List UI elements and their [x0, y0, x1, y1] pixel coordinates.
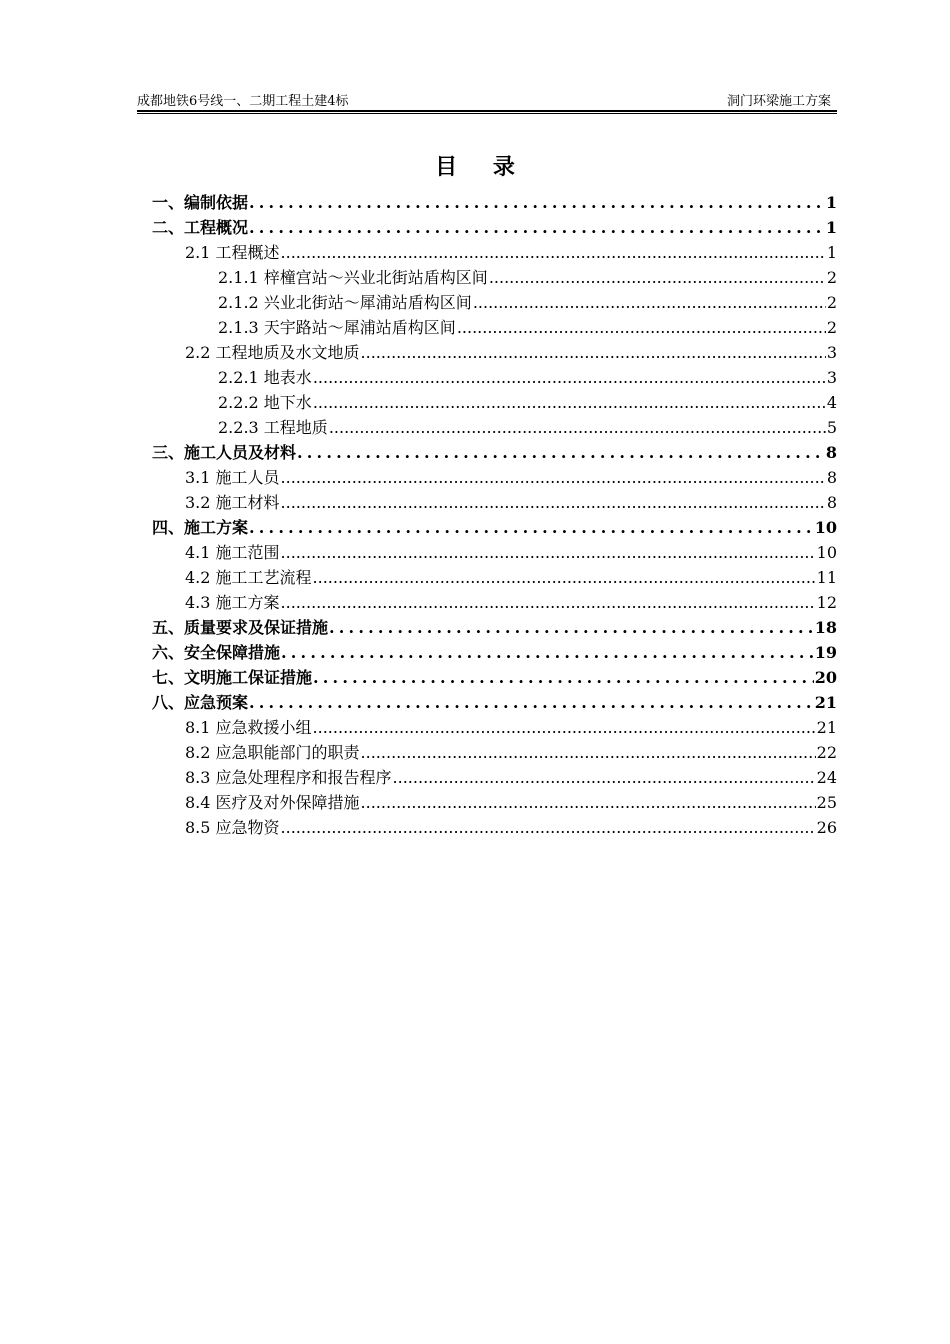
toc-entry-page-number: 12: [816, 593, 837, 612]
toc-entry-page-number: 8: [826, 493, 837, 512]
toc-entry[interactable]: [152, 440, 837, 465]
toc-entry[interactable]: [152, 190, 837, 215]
toc-dot-leader: [313, 715, 816, 740]
toc-entry-label: 六、安全保障措施: [152, 643, 281, 662]
toc-dot-leader: [313, 665, 814, 690]
toc-dot-leader: [249, 515, 814, 540]
toc-entry-label: 8.2 应急职能部门的职责: [185, 743, 360, 762]
toc-dot-leader: [313, 565, 816, 590]
toc-dot-leader: [457, 315, 826, 340]
toc-entry-label: 4.3 施工方案: [185, 593, 280, 612]
toc-entry-label: 八、应急预案: [152, 693, 249, 712]
toc-entry-label: 8.1 应急救援小组: [185, 718, 312, 737]
toc-entry-page-number: 1: [825, 193, 837, 212]
toc-entry[interactable]: [152, 365, 837, 390]
toc-dot-leader: [281, 240, 826, 265]
header-rule-thin: [137, 113, 837, 114]
toc-entry-label: 三、施工人员及材料: [152, 443, 297, 462]
toc-entry-label: 2.1.1 梓橦宫站～兴业北街站盾构区间: [218, 268, 488, 287]
toc-entry-page-number: 5: [826, 418, 837, 437]
toc-entry[interactable]: [152, 340, 837, 365]
toc-entry[interactable]: [152, 640, 837, 665]
toc-entry[interactable]: [152, 265, 837, 290]
toc-dot-leader: [281, 490, 826, 515]
toc-entry-page-number: 3: [826, 368, 837, 387]
table-of-contents: [152, 190, 837, 840]
toc-entry-page-number: 1: [825, 218, 837, 237]
toc-entry-page-number: 26: [816, 818, 837, 837]
toc-entry-page-number: 18: [814, 618, 837, 637]
toc-entry-page-number: 21: [816, 718, 837, 737]
toc-dot-leader: [249, 190, 825, 215]
toc-dot-leader: [313, 390, 826, 415]
toc-entry[interactable]: [152, 715, 837, 740]
toc-entry[interactable]: [152, 665, 837, 690]
toc-dot-leader: [281, 640, 814, 665]
toc-entry[interactable]: [152, 790, 837, 815]
toc-entry-page-number: 8: [825, 443, 837, 462]
toc-entry-label: 3.1 施工人员: [185, 468, 280, 487]
toc-entry-label: 五、质量要求及保证措施: [152, 618, 329, 637]
toc-entry-label: 二、工程概况: [152, 218, 249, 237]
toc-entry-label: 2.1.2 兴业北街站～犀浦站盾构区间: [218, 293, 472, 312]
toc-dot-leader: [489, 265, 826, 290]
toc-entry[interactable]: [152, 240, 837, 265]
toc-dot-leader: [281, 590, 816, 615]
toc-entry-label: 4.1 施工范围: [185, 543, 280, 562]
toc-entry-page-number: 10: [814, 518, 837, 537]
toc-entry-label: 2.1 工程概述: [185, 243, 280, 262]
toc-entry-page-number: 8: [826, 468, 837, 487]
toc-dot-leader: [281, 540, 816, 565]
toc-dot-leader: [297, 440, 825, 465]
toc-entry[interactable]: [152, 740, 837, 765]
toc-dot-leader: [361, 740, 816, 765]
toc-dot-leader: [249, 690, 814, 715]
toc-entry-label: 3.2 施工材料: [185, 493, 280, 512]
toc-entry-page-number: 25: [816, 793, 837, 812]
toc-entry-label: 2.2.1 地表水: [218, 368, 312, 387]
toc-entry-label: 4.2 施工工艺流程: [185, 568, 312, 587]
toc-entry-page-number: 2: [826, 293, 837, 312]
toc-entry-label: 2.1.3 天宇路站～犀浦站盾构区间: [218, 318, 456, 337]
toc-dot-leader: [249, 215, 825, 240]
toc-dot-leader: [329, 415, 826, 440]
toc-entry-page-number: 22: [816, 743, 837, 762]
toc-entry-label: 2.2.2 地下水: [218, 393, 312, 412]
toc-entry[interactable]: [152, 490, 837, 515]
toc-entry-page-number: 24: [816, 768, 837, 787]
header-project-name: 成都地铁6号线一、二期工程土建4标: [137, 94, 349, 109]
toc-entry-page-number: 19: [814, 643, 837, 662]
toc-entry[interactable]: [152, 390, 837, 415]
toc-dot-leader: [361, 340, 826, 365]
header-document-title: 洞门环梁施工方案: [726, 94, 831, 109]
toc-entry-label: 8.3 应急处理程序和报告程序: [185, 768, 392, 787]
toc-dot-leader: [281, 815, 816, 840]
toc-entry-label: 2.2.3 工程地质: [218, 418, 328, 437]
toc-entry-page-number: 4: [826, 393, 837, 412]
toc-entry[interactable]: [152, 515, 837, 540]
toc-entry-label: 8.4 医疗及对外保障措施: [185, 793, 360, 812]
toc-entry-label: 一、编制依据: [152, 193, 249, 212]
toc-entry-page-number: 2: [826, 318, 837, 337]
toc-entry[interactable]: [152, 315, 837, 340]
page-header: [137, 90, 837, 110]
toc-entry[interactable]: [152, 215, 837, 240]
toc-entry[interactable]: [152, 615, 837, 640]
toc-entry[interactable]: [152, 465, 837, 490]
toc-dot-leader: [313, 365, 826, 390]
toc-entry-label: 8.5 应急物资: [185, 818, 280, 837]
toc-entry[interactable]: [152, 565, 837, 590]
toc-entry[interactable]: [152, 765, 837, 790]
toc-title: 目 录: [435, 154, 529, 180]
toc-entry[interactable]: [152, 290, 837, 315]
toc-entry-page-number: 3: [826, 343, 837, 362]
toc-dot-leader: [473, 290, 826, 315]
toc-entry-page-number: 21: [814, 693, 837, 712]
toc-entry-page-number: 10: [816, 543, 837, 562]
toc-entry[interactable]: [152, 590, 837, 615]
toc-dot-leader: [361, 790, 816, 815]
toc-entry-label: 七、文明施工保证措施: [152, 668, 313, 687]
toc-entry-page-number: 1: [826, 243, 837, 262]
header-rule-thick: [137, 110, 837, 112]
toc-entry-page-number: 20: [814, 668, 837, 687]
toc-entry[interactable]: [152, 540, 837, 565]
toc-entry[interactable]: [152, 690, 837, 715]
toc-entry[interactable]: [152, 415, 837, 440]
toc-entry-page-number: 2: [826, 268, 837, 287]
toc-entry[interactable]: [152, 815, 837, 840]
toc-entry-label: 2.2 工程地质及水文地质: [185, 343, 360, 362]
toc-dot-leader: [393, 765, 816, 790]
toc-entry-label: 四、施工方案: [152, 518, 249, 537]
toc-dot-leader: [329, 615, 814, 640]
toc-dot-leader: [281, 465, 826, 490]
toc-entry-page-number: 11: [816, 568, 837, 587]
